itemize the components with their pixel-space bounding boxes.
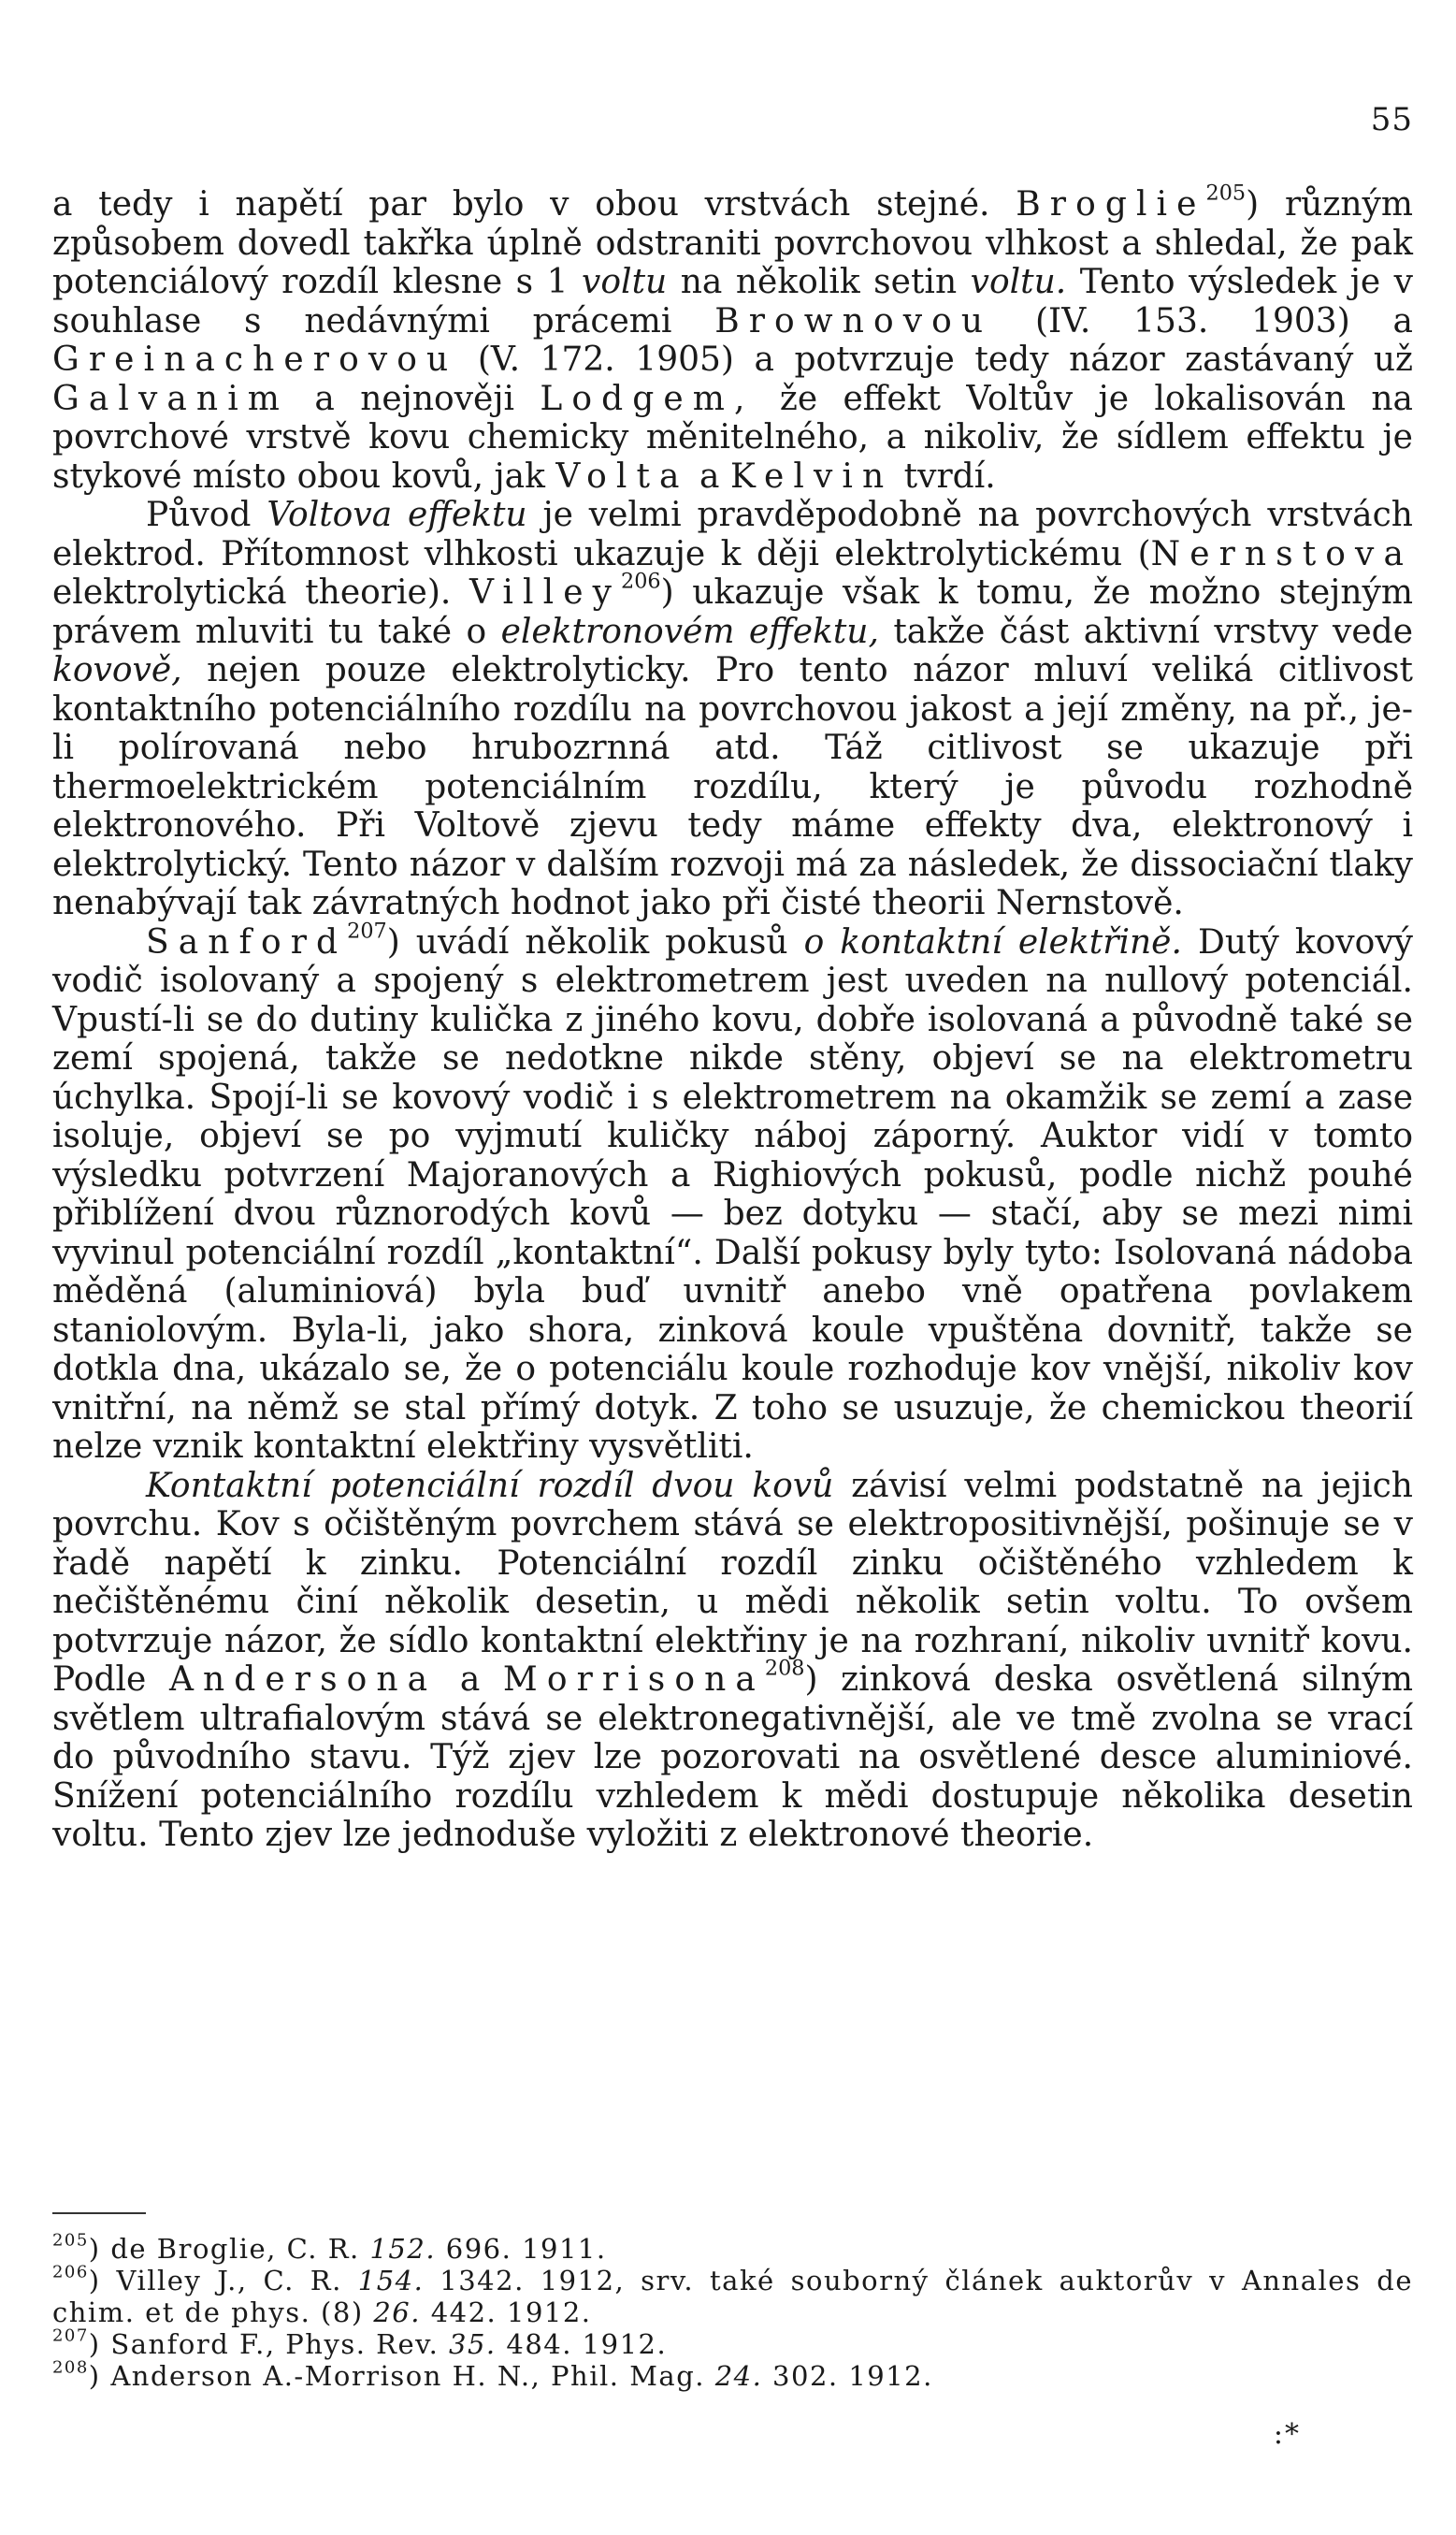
footnote-text: 302. 1912. [762, 2360, 933, 2392]
author-name: Kelvin [729, 456, 894, 496]
text-run: ) různým způsobem dovedl takřka úplně odstraniti povrchovou vlhkost a shledal, že pak potenciálový rozdíl klesne s 1 [52, 185, 1413, 301]
author-name: Lodgem, [540, 379, 755, 418]
footnote-number: 207 [52, 2325, 89, 2346]
text-run: Původ [146, 496, 267, 534]
text-run: (IV. 153. 1903) a [992, 301, 1413, 340]
footnote-207 [52, 2325, 1413, 2360]
author-name: Morrisona [502, 1660, 765, 1699]
footnote-text: 1342. 1912, srv. také souborný článek auktorův v Annales de chim. et de phys. (8) [52, 2265, 1413, 2328]
author-name: Galvanim [52, 379, 290, 418]
footnote-volume: 35. [449, 2328, 497, 2360]
footnote-206 [52, 2262, 1413, 2328]
footnote-text: ) Villey J., C. R. [88, 2265, 358, 2296]
text-run: je velmi pravděpodobně na povrchových vrstvách elektrod. Přítomnost vlhkosti ukazuje k ději elektrolytickému ( [52, 496, 1413, 573]
footnote-text: ) Sanford F., Phys. Rev. [88, 2328, 450, 2360]
author-name: Sanford [146, 922, 348, 962]
author-name: Broglie [1016, 185, 1206, 224]
text-run: Tento výsledek je v souhlase s nedávnými prácemi [52, 263, 1414, 340]
italic-term: voltu. [970, 263, 1067, 301]
footnote-text: ) Anderson A.-Morrison H. N., Phil. Mag. [88, 2360, 715, 2392]
text-run: nejen pouze elektrolyticky. Pro tento názor mluví veliká citlivost kontaktního potenciálního rozdílu na povrchovou jakost a její změny, na př., je-li polírovaná nebo hrubozrnná atd. Táž citlivost se ukazuje při thermoelektrickém potenciálním rozdílu, který je původu rozhodně elektronového. Při Voltově zjevu tedy máme effekty dva, elektronový i elektrolytický. Tento názor v dalším rozvoji má za následek, že dissociační tlaky nenabývají tak závratných hodnot jako při čisté theorii Nernstově. [52, 651, 1413, 922]
footnotes [52, 2212, 1413, 2392]
text-run: že effekt Voltův je lokalisován na povrchové vrstvě kovu chemicky měnitelného, a nikoliv, že sídlem effektu je stykové místo obou kovů, jak [52, 379, 1414, 496]
text-run: (V. 172. 1905) a potvrzuje tedy názor zastávaný už [457, 340, 1413, 379]
page-number: 55 [1370, 101, 1413, 138]
footnote-volume: 152. [369, 2233, 437, 2265]
footnote-text: ) de Broglie, C. R. [88, 2233, 370, 2265]
paragraph-1 [52, 181, 1414, 496]
author-name: Brownovou [714, 301, 993, 340]
text-run: závisí velmi podstatně na jejich povrchu. Kov s očištěným povrchem stává se elektropositivnější, pošinuje se v řadě napětí k zinku. Potenciální rozdíl zinku očištěného vzhledem k nečištěnému činí několik desetin, u mědi několik setin voltu. To ovšem potvrzuje názor, že sídlo kontaktní elektřiny je na rozhraní, nikoliv uvnitř kovu. Podle [52, 1466, 1413, 1699]
text-run: a tedy i napětí par bylo v obou vrstvách stejné. [52, 185, 1016, 224]
text-run: ) uvádí několik pokusů [386, 922, 804, 962]
footnote-ref: 207 [347, 918, 387, 943]
italic-term: o kontaktní elektřině. [803, 922, 1182, 962]
footnote-volume: 24. [714, 2360, 763, 2392]
footnote-number: 206 [52, 2262, 89, 2282]
paragraph-3 [52, 918, 1413, 1467]
text-run: ) ukazuje však k tomu, že možno stejným právem mluviti tu také o [52, 573, 1413, 651]
italic-term: voltu [582, 263, 668, 301]
italic-term: kovově, [52, 651, 182, 689]
text-run: a [437, 1660, 503, 1699]
text-run: a [688, 456, 730, 496]
paragraph-2 [52, 496, 1413, 923]
footnote-ref: 205 [1205, 181, 1247, 206]
paragraph-4 [52, 1467, 1413, 1855]
italic-term: Kontaktní potenciální rozdíl dvou kovů [146, 1466, 834, 1505]
footnote-ref: 208 [764, 1656, 805, 1681]
text-run: na několik setin [667, 263, 971, 301]
footnote-text: 484. 1912. [496, 2328, 668, 2360]
italic-term: elektronovém effektu, [500, 612, 879, 651]
author-name: Greinacherovou [52, 340, 458, 379]
text-run: elektrolytická theorie). [52, 573, 469, 612]
footnote-208 [52, 2357, 1413, 2392]
body-text [52, 181, 1414, 1855]
author-name: Nernstova [1150, 534, 1413, 573]
text-run: Dutý kovový vodič isolovaný a spojený s elektrometrem jest uveden na nullový potenciál. Vpustí-li se do dutiny kulička z jiného kovu, dobře isolovaná a původně také se zemí spojená, takže se nedotkne nikde stěny, objeví se na elektrometru úchylka. Spojí-li se kovový vodič i s elektrometrem na okamžik se zemí a zase isoluje, objeví se po vyjmutí kuličky náboj záporný. Auktor vidí v tomto výsledku potvrzení Majoranových a Righiových pokusů, podle nichž pouhé přiblížení dvou různorodých kovů — bez dotyku — stačí, aby se mezi nimi vyvinul potenciální rozdíl „kontaktní“. Další pokusy byly tyto: Isolovaná nádoba měděná (aluminiová) byla buď uvnitř anebo vně opatřena povlakem staniolovým. Byla-li, jako shora, zinková koule vpuštěna dovnitř, takže se dotkla dna, ukázalo se, že o potenciálu koule rozhoduje kov vnější, nikoliv kov vnitřní, na němž se stal přímý dotyk. Z toho se usuzuje, že chemickou theorií nelze vznik kontaktní elektřiny vysvětliti. [52, 922, 1413, 1466]
author-name: Volta [555, 456, 689, 496]
author-name: Villey [469, 573, 622, 612]
footnote-205 [52, 2230, 1413, 2265]
footnote-text: 696. 1911. [436, 2233, 607, 2265]
footnote-ref: 206 [621, 569, 661, 594]
text-run: a nejnověji [289, 379, 541, 418]
text-run: tvrdí. [893, 456, 996, 496]
footnote-text: 442. 1912. [420, 2296, 592, 2328]
signature-mark: :* [1273, 2418, 1301, 2451]
footnote-volume: 154. [357, 2265, 425, 2296]
author-name: Andersona [168, 1660, 438, 1699]
text-run: ) zinková deska osvětlená silným světlem ultrafialovým stává se elektronegativnější, ale ve tmě zvolna se vrací do původního stavu. Týž zjev lze pozorovati na osvětlené desce aluminiové. Snížení potenciálního rozdílu vzhledem k mědi dostupuje několika desetin voltu. Tento zjev lze jednoduše vyložiti z elektronové theorie. [52, 1660, 1413, 1854]
document-page [52, 0, 1413, 2535]
footnote-number: 205 [52, 2230, 89, 2251]
footnote-number: 208 [52, 2357, 89, 2378]
footnote-volume: 26. [373, 2296, 421, 2328]
italic-term: Voltova effektu [267, 496, 527, 534]
footnote-divider [52, 2212, 146, 2214]
text-run: takže část aktivní vrstvy vede [878, 612, 1413, 651]
